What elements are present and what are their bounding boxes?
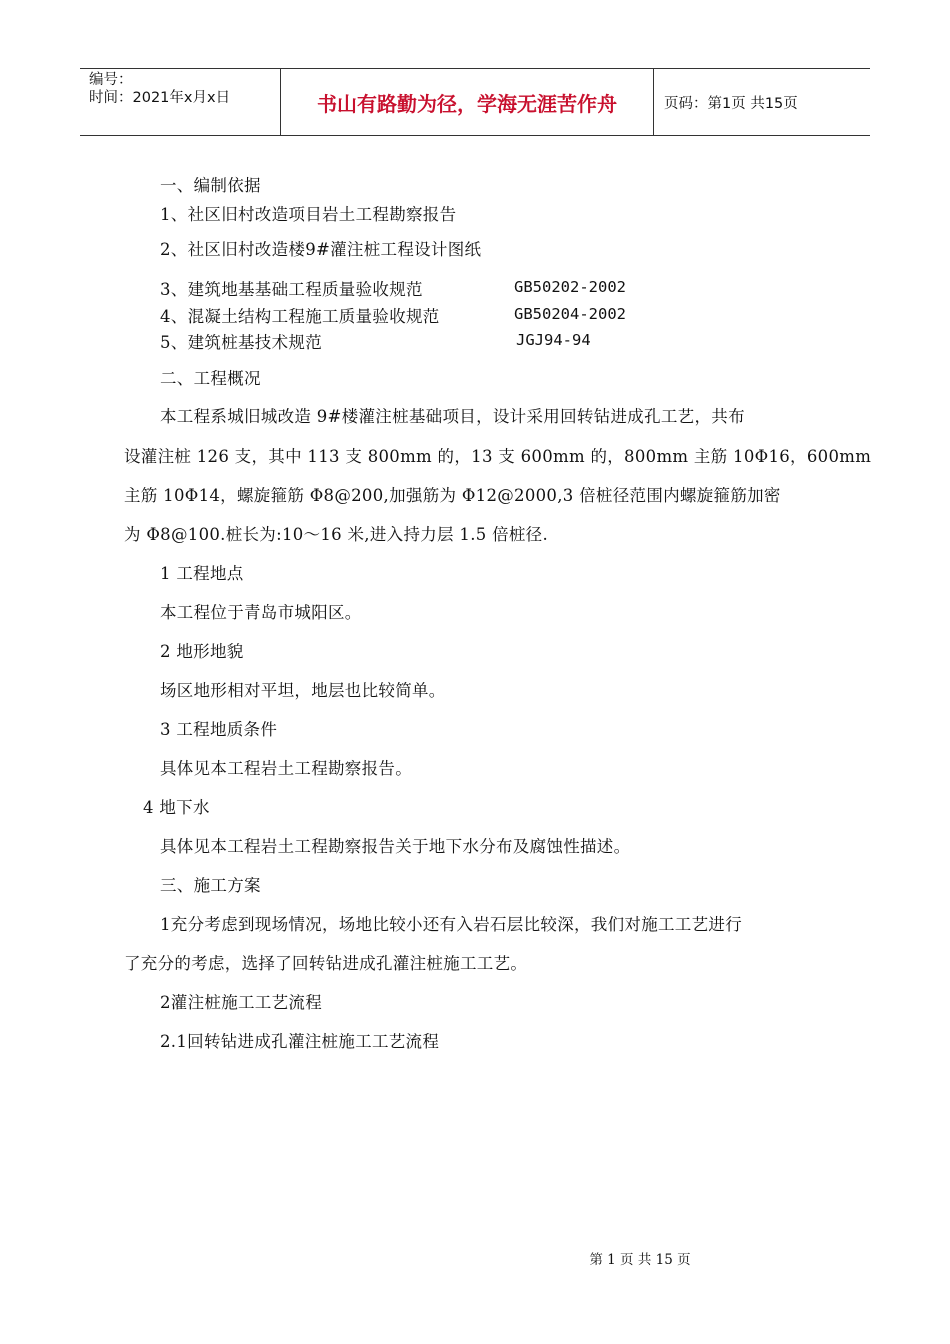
overview-paragraph-line-3: 主筋 10Φ14，螺旋箍筋 Φ8@200,加强筋为 Φ12@2000,3 倍桩径范围内螺旋箍筋加密	[124, 486, 781, 505]
geology-text: 具体见本工程岩土工程勘察报告。	[160, 759, 412, 778]
subheading-process-2-1: 2.1回转钻进成孔灌注桩施工工艺流程	[160, 1032, 440, 1051]
header-meta	[80, 69, 281, 135]
subheading-topography: 2 地形地貌	[160, 642, 244, 661]
groundwater-text: 具体见本工程岩土工程勘察报告关于地下水分布及腐蚀性描述。	[160, 837, 631, 856]
document-date: 时间：2021年x月x日	[89, 90, 231, 106]
basis-item-1: 1、社区旧村改造项目岩土工程勘察报告	[160, 205, 457, 224]
section-heading-plan: 三、施工方案	[160, 876, 261, 895]
overview-paragraph-line-2: 设灌注桩 126 支，其中 113 支 800mm 的，13 支 600mm 的，800mm 主筋 10Φ16，600mm	[124, 447, 872, 466]
subheading-location: 1 工程地点	[160, 564, 244, 583]
standard-code-1: GB50202-2002	[514, 278, 626, 296]
document-number-label: 编号：	[89, 72, 133, 88]
topography-text: 场区地形相对平坦，地层也比较简单。	[160, 681, 446, 700]
page-header	[80, 68, 870, 136]
basis-item-3: 3、建筑地基基础工程质量验收规范	[160, 280, 423, 299]
location-text: 本工程位于青岛市城阳区。	[160, 603, 362, 622]
plan-paragraph-line-1: 1充分考虑到现场情况，场地比较小还有入岩石层比较深，我们对施工工艺进行	[160, 915, 742, 934]
subheading-groundwater: 4 地下水	[143, 798, 210, 817]
basis-item-2: 2、社区旧村改造楼9#灌注桩工程设计图纸	[160, 240, 482, 259]
basis-item-5: 5、建筑桩基技术规范	[160, 333, 322, 352]
overview-paragraph-line-1: 本工程系城旧城改造 9#楼灌注桩基础项目，设计采用回转钻进成孔工艺，共布	[160, 407, 745, 426]
page-footer: 第 1 页 共 15 页	[589, 1252, 691, 1268]
basis-item-4: 4、混凝土结构工程施工质量验收规范	[160, 307, 440, 326]
section-heading-overview: 二、工程概况	[160, 369, 261, 388]
header-motto: 书山有路勤为径，学海无涯苦作舟	[281, 69, 654, 135]
plan-paragraph-line-2: 了充分的考虑，选择了回转钻进成孔灌注桩施工工艺。	[124, 954, 528, 973]
subheading-process: 2灌注桩施工工艺流程	[160, 993, 322, 1012]
standard-code-2: GB50204-2002	[514, 305, 626, 323]
standard-code-3: JGJ94-94	[516, 331, 591, 349]
overview-paragraph-line-4: 为 Φ8@100.桩长为:10～16 米,进入持力层 1.5 倍桩径.	[124, 525, 549, 544]
subheading-geology: 3 工程地质条件	[160, 720, 278, 739]
header-page-info: 页码：第1页 共15页	[664, 95, 798, 112]
section-heading-basis: 一、编制依据	[160, 176, 261, 195]
